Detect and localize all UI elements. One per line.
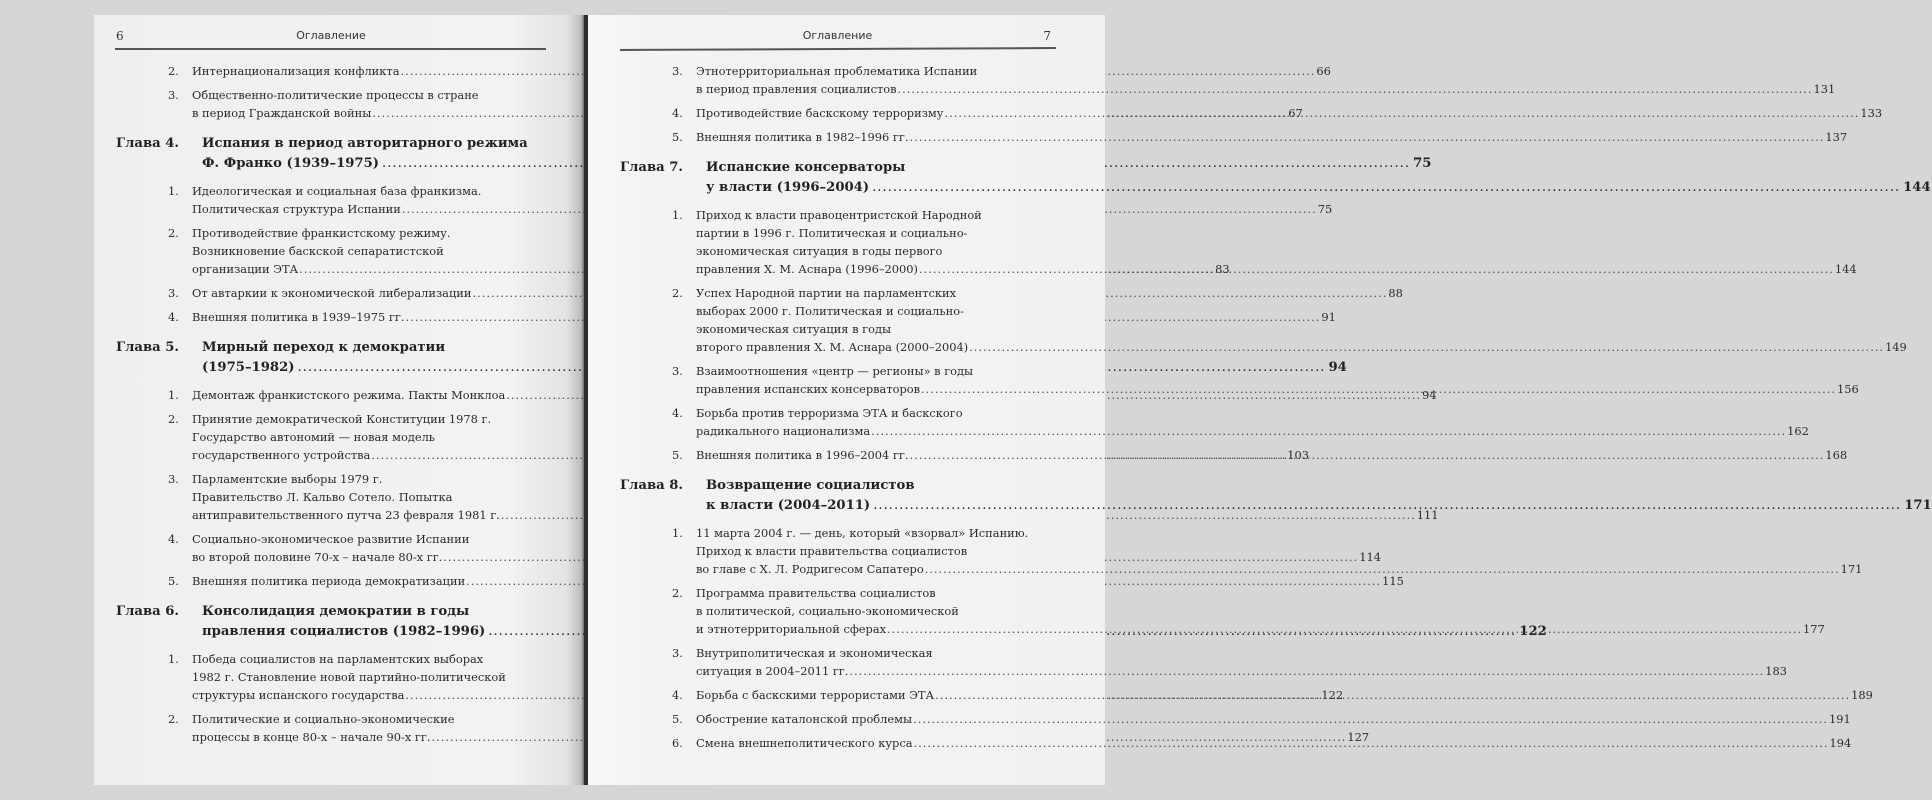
entry-title (696, 734, 1851, 752)
dot-leader (925, 560, 1840, 578)
entry-title-line: Внешняя политика в 1996–2004 гг. (696, 448, 909, 462)
entry-page-number: 137 (1825, 130, 1848, 144)
entry-title-line: во главе с Х. Л. Родригесом Сапатеро (696, 562, 924, 576)
dot-leader (921, 380, 1836, 398)
dot-leader (919, 260, 1834, 278)
entry-page-number: 156 (1836, 382, 1859, 396)
dot-leader (872, 178, 1900, 198)
entry-page-number: 122 (1519, 624, 1547, 639)
entry-number: 5. (168, 574, 179, 588)
running-head-title: Оглавление (296, 29, 366, 42)
entry-number: 2. (168, 226, 179, 240)
entry-title-line: Социально-экономическое развитие Испании (192, 532, 470, 546)
entry-title-line: партии в 1996 г. Политическая и социально- (696, 226, 968, 240)
entry-number: 3. (672, 364, 683, 378)
entry-title-line: процессы в конце 80-х – начале 90-х гг. (192, 730, 431, 744)
running-header (620, 29, 1055, 47)
entry-title-line: правления Х. М. Аснара (1996–2000) (696, 262, 918, 276)
entry-number: Глава 4. (116, 136, 180, 151)
entry-title-line: ситуация в 2004–2011 гг. (696, 664, 849, 678)
entry-leader-line (696, 128, 1847, 146)
entry-leader-line (696, 560, 1862, 578)
entry-title-line: к власти (2004–2011) (706, 498, 871, 513)
entry-title-line: организации ЭТА (192, 262, 299, 276)
header-rule (620, 47, 1056, 50)
entry-page-number: 94 (1328, 360, 1347, 375)
running-head-title: Оглавление (802, 29, 873, 42)
entry-page-number: 75 (1413, 156, 1432, 171)
entry-number: 2. (672, 286, 683, 300)
entry-title-line: Внешняя политика в 1939–1975 гг. (192, 310, 405, 324)
entry-title-line: правления испанских консерваторов (696, 382, 921, 396)
entry-title-line: Принятие демократической Конституции 1978 г. (192, 412, 492, 426)
entry-title-line: второго правления Х. М. Аснара (2000–2004) (696, 340, 969, 354)
entry-number: 3. (672, 64, 683, 78)
entry-title-line: в период правления социалистов (696, 82, 897, 96)
entry-number: 5. (672, 712, 683, 726)
entry-page-number: 144 (1903, 180, 1931, 195)
page-number: 6 (116, 29, 124, 43)
entry-title (696, 128, 1847, 146)
entry-number: 4. (672, 106, 683, 120)
entry-title-line: Возникновение баскской сепаратистской (192, 244, 444, 258)
entry-number: 4. (168, 532, 179, 546)
entry-title (696, 206, 1857, 278)
entry-title-line: в период Гражданской войны (192, 106, 372, 120)
entry-page-number: 66 (1316, 64, 1331, 78)
entry-title-line: Смена внешнеполитического курса (696, 736, 913, 750)
entry-title-line: радикального национализма (696, 424, 871, 438)
entry-number: 5. (672, 448, 683, 462)
entry-title-line: Испания в период авторитарного режима (202, 136, 528, 151)
entry-page-number: 103 (1287, 448, 1310, 462)
dot-leader (969, 338, 1884, 356)
entry-title-line: экономическая ситуация в годы (696, 322, 892, 336)
entry-number: 3. (168, 472, 179, 486)
entry-title-line: антиправительственного путча 23 февраля 1981 г. (192, 508, 500, 522)
entry-number: 2. (672, 586, 683, 600)
entry-title-line: Приход к власти правоцентристской Народной (696, 208, 982, 222)
entry-title (696, 404, 1809, 440)
entry-title-line: Взаимоотношения «центр — регионы» в годы (696, 364, 974, 378)
entry-title-line: и этнотерриториальной сферах (696, 622, 887, 636)
entry-number: Глава 7. (620, 160, 684, 175)
entry-title-line: Политическая структура Испании (192, 202, 401, 216)
entry-number: Глава 5. (116, 340, 180, 355)
entry-number: 4. (168, 310, 179, 324)
entry-title-line: (1975–1982) (202, 360, 295, 375)
entry-title-line: Борьба с баскскими террористами ЭТА (696, 688, 935, 702)
entry-title-line: Внутриполитическая и экономическая (696, 646, 933, 660)
entry-page-number: 133 (1860, 106, 1883, 120)
entry-title-line: Парламентские выборы 1979 г. (192, 472, 383, 486)
entry-page-number: 67 (1288, 106, 1303, 120)
entry-title-line: экономическая ситуация в годы первого (696, 244, 943, 258)
entry-title-line: правления социалистов (1982–1996) (202, 624, 486, 639)
entry-title-line: Обострение каталонской проблемы (696, 712, 913, 726)
entry-leader-line (706, 178, 1931, 198)
entry-number: 6. (672, 736, 683, 750)
entry-title-line: Возвращение социалистов (706, 478, 915, 493)
header-rule (115, 48, 546, 50)
entry-leader-line (696, 662, 1787, 680)
entry-leader-line (706, 496, 1932, 516)
entry-number: 1. (168, 184, 179, 198)
dot-leader (935, 686, 1850, 704)
entry-title-line: Правительство Л. Кальво Сотело. Попытка (192, 490, 453, 504)
entry-leader-line (696, 260, 1857, 278)
entry-leader-line (696, 338, 1907, 356)
entry-title-line: Противодействие франкистскому режиму. (192, 226, 451, 240)
entry-number: Глава 6. (116, 604, 180, 619)
entry-page-number: 177 (1802, 622, 1825, 636)
toc-entry (620, 128, 1848, 146)
entry-number: 1. (168, 388, 179, 402)
entry-page-number: 144 (1834, 262, 1857, 276)
entry-leader-line (696, 686, 1873, 704)
entry-title-line: Внешняя политика в 1982–1996 гг. (696, 130, 909, 144)
dot-leader (887, 620, 1802, 638)
page-number: 7 (1043, 29, 1051, 43)
entry-title-line: Противодействие баскскому терроризму (696, 106, 944, 120)
entry-title-line: Победа социалистов на парламентских выборах (192, 652, 484, 666)
entry-title-line: Общественно-политические процессы в стране (192, 88, 479, 102)
entry-leader-line (696, 422, 1809, 440)
entry-title-line: 1982 г. Становление новой партийно-политической (192, 670, 506, 684)
entry-title-line: Мирный переход к демократии (202, 340, 446, 355)
dot-leader (909, 446, 1824, 464)
entry-number: 2. (168, 712, 179, 726)
entry-title-line: Приход к власти правительства социалистов (696, 544, 968, 558)
entry-page-number: 183 (1765, 664, 1788, 678)
entry-title-line: структуры испанского государства (192, 688, 405, 702)
entry-number: 4. (672, 406, 683, 420)
entry-number: 5. (672, 130, 683, 144)
entry-title (696, 62, 1835, 98)
entry-page-number: 111 (1416, 508, 1439, 522)
entry-title-line: Ф. Франко (1939–1975) (202, 156, 380, 171)
entry-number: 1. (672, 526, 683, 540)
entry-leader-line (696, 620, 1825, 638)
book-gutter (584, 15, 588, 785)
entry-page-number: 131 (1813, 82, 1836, 96)
entry-page-number: 162 (1787, 424, 1809, 438)
entry-title-line: Этнотерриториальная проблематика Испании (696, 64, 978, 78)
entry-title-line: Внешняя политика периода демократизации (192, 574, 466, 588)
entry-number: 1. (168, 652, 179, 666)
entry-number: 3. (168, 286, 179, 300)
entry-title (696, 446, 1847, 464)
entry-title-line: 11 марта 2004 г. — день, который «взорвал» Испанию. (696, 526, 1029, 540)
entry-title-line: Демонтаж франкистского режима. Пакты Монклоа (192, 388, 506, 402)
entry-page-number: 189 (1851, 688, 1873, 702)
entry-page-number: 191 (1829, 712, 1851, 726)
entry-page-number: 88 (1388, 286, 1403, 300)
entry-number: Глава 8. (620, 478, 684, 493)
entry-title-line: От автаркии к экономической либерализации (192, 286, 472, 300)
running-header (116, 29, 546, 47)
entry-title-line: Государство автономий — новая модель (192, 430, 436, 444)
entry-title (706, 158, 1931, 198)
entry-number: 3. (168, 88, 179, 102)
entry-title-line: Испанские консерваторы (706, 160, 906, 175)
entry-leader-line (696, 446, 1847, 464)
entry-title (696, 104, 1882, 122)
dot-leader (909, 128, 1824, 146)
entry-page-number: 171 (1904, 498, 1932, 513)
entry-number: 4. (672, 688, 683, 702)
entry-page-number: 75 (1317, 202, 1333, 216)
entry-title-line: Интернационализация конфликта (192, 64, 400, 78)
entry-number: 2. (168, 64, 179, 78)
entry-title-line: государственного устройства (192, 448, 371, 462)
entry-title-line: Консолидация демократии в годы (202, 604, 470, 619)
entry-leader-line (696, 734, 1851, 752)
entry-title (706, 476, 1932, 516)
entry-title-line: у власти (1996–2004) (706, 180, 870, 195)
dot-leader (873, 496, 1901, 516)
entry-title-line: Успех Народной партии на парламентских (696, 286, 957, 300)
dot-leader (871, 422, 1786, 440)
entry-page-number: 122 (1321, 688, 1344, 702)
dot-leader (913, 710, 1828, 728)
entry-title (696, 584, 1825, 638)
toc-entry (620, 404, 1809, 440)
entry-leader-line (696, 80, 1835, 98)
entry-title-line: Борьба против терроризма ЭТА и баскского (696, 406, 963, 420)
entry-title-line: выборах 2000 г. Политическая и социально- (696, 304, 964, 318)
entry-page-number: 83 (1215, 262, 1230, 276)
entry-page-number: 194 (1829, 736, 1852, 750)
entry-page-number: 171 (1840, 562, 1863, 576)
entry-title-line: Программа правительства социалистов (696, 586, 936, 600)
toc-chapter (620, 476, 1932, 516)
entry-page-number: 91 (1321, 310, 1336, 324)
entry-page-number: 168 (1825, 448, 1848, 462)
entry-number: 2. (168, 412, 179, 426)
entry-title-line: Политические и социально-экономические (192, 712, 455, 726)
entry-page-number: 114 (1359, 550, 1381, 564)
dot-leader (914, 734, 1829, 752)
toc-entry (116, 572, 1404, 590)
entry-title-line: во второй половине 70-х – начале 80-х гг. (192, 550, 443, 564)
entry-page-number: 127 (1347, 730, 1370, 744)
toc-entry (620, 710, 1851, 728)
entry-page-number: 94 (1422, 388, 1437, 402)
dot-leader (944, 104, 1859, 122)
entry-leader-line (696, 104, 1882, 122)
dot-leader (849, 662, 1764, 680)
dot-leader (898, 80, 1813, 98)
entry-title (696, 686, 1873, 704)
entry-title (696, 524, 1862, 578)
entry-page-number: 149 (1885, 340, 1907, 354)
entry-page-number: 115 (1382, 574, 1404, 588)
entry-number: 1. (672, 208, 683, 222)
entry-title (696, 710, 1851, 728)
entry-leader-line (696, 380, 1859, 398)
entry-title (696, 644, 1787, 680)
entry-number: 3. (672, 646, 683, 660)
entry-title-line: в политической, социально-экономической (696, 604, 959, 618)
toc-entry (620, 644, 1788, 680)
entry-title (696, 362, 1859, 398)
entry-title (696, 284, 1907, 356)
entry-leader-line (696, 710, 1851, 728)
entry-title-line: Идеологическая и социальная база франкизма. (192, 184, 482, 198)
